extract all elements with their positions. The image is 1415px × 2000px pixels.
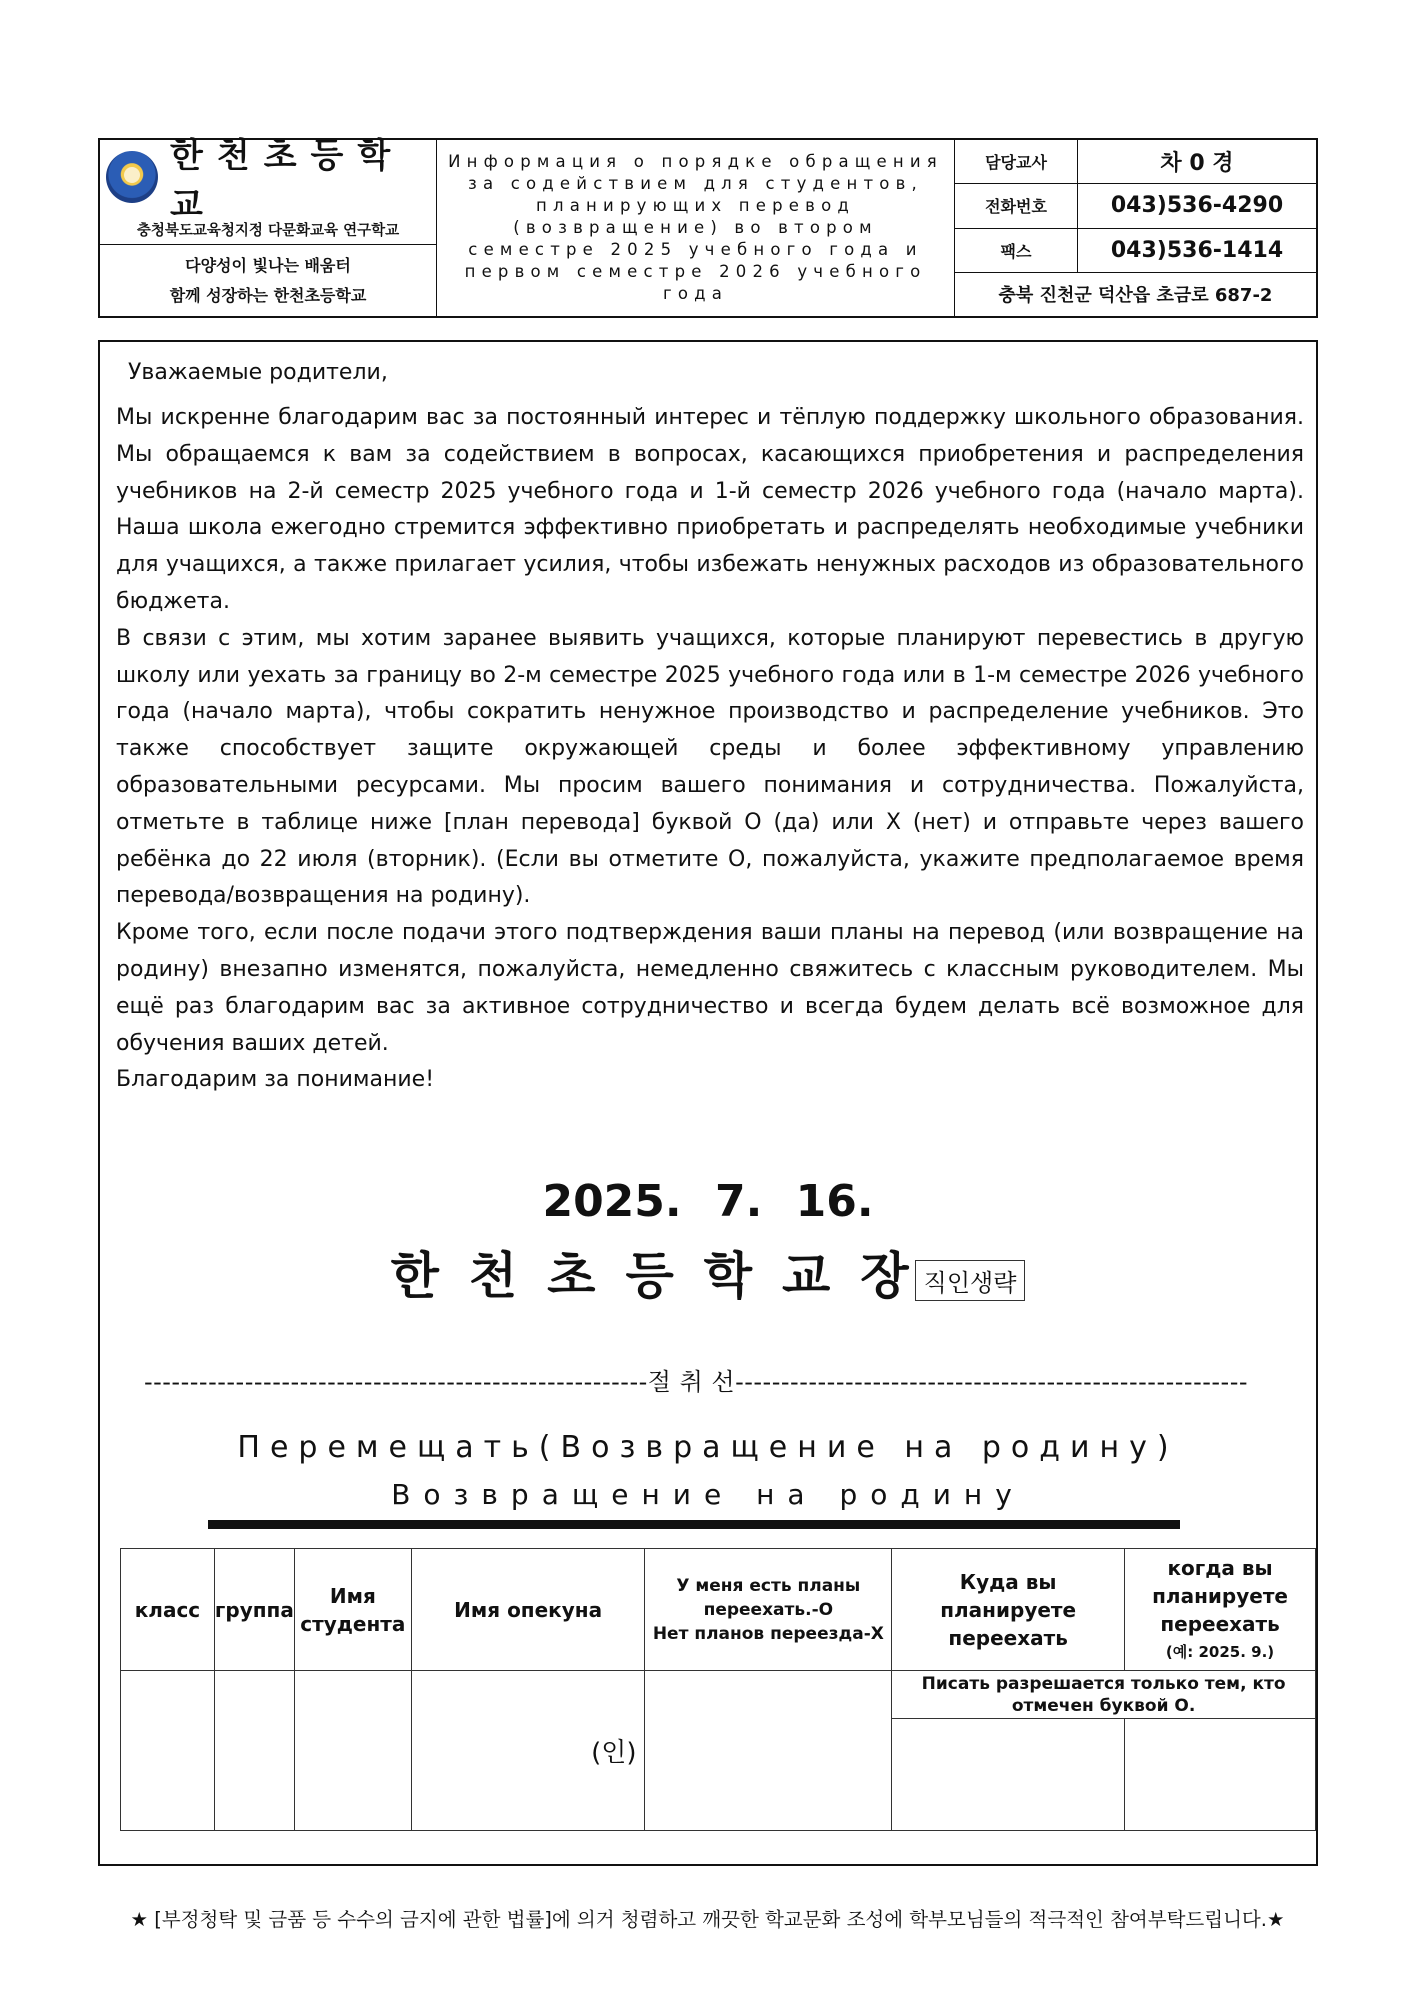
letter-box <box>98 340 1318 1866</box>
divider-bar <box>208 1520 1180 1529</box>
cell-plan[interactable] <box>645 1671 892 1831</box>
col-guardian-name: Имя опекуна <box>411 1549 645 1671</box>
col-student-name: Имя студента <box>294 1549 411 1671</box>
cell-student-name[interactable] <box>294 1671 411 1831</box>
col-when-example: (예: 2025. 9.) <box>1165 1642 1275 1661</box>
seal-omitted-note: 직인생략 <box>915 1260 1026 1301</box>
paragraph-3: Кроме того, если после подачи этого подтверждения ваши планы на перевод (или возвращение на родину) внезапно изменятся, пожалуйста, немедленно свяжитесь с классным руководителем. Мы ещё раз благодарим вас за активное сотрудничество и всегда будем делать всё возможное для обучения ваших детей. <box>116 920 1304 1056</box>
col-class: класс <box>121 1549 215 1671</box>
cut-line: -------------------------------------------------------절 취 선-------------------------------------------------------- <box>143 1368 1249 1396</box>
paragraph-1: Мы искренне благодарим вас за постоянный интерес и тёплую поддержку школьного образования. Мы обращаемся к вам за содействием в вопросах, касающихся приобретения и распределения учебников на 2-й семестр 2025 учебного года и 1-й семестр 2026 учебного года (начало марта). Наша школа ежегодно стремится эффективно приобретать и распределять необходимые учебники для учащихся, а также прилагает усилия, чтобы избежать ненужных расходов из образовательного бюджета. <box>116 405 1304 614</box>
school-title-row <box>100 136 436 225</box>
form-title: Перемещать(Возвращение на родину) <box>237 1430 1179 1465</box>
school-logo-icon <box>106 151 158 203</box>
letterhead-table <box>98 138 1318 318</box>
col-group: группа <box>214 1549 294 1671</box>
col-when-label: когда вы планируете переехать <box>1152 1555 1288 1636</box>
letter-date: 2025. 7. 16. <box>542 1176 874 1227</box>
phone-row <box>955 184 1316 228</box>
paragraph-2: В связи с этим, мы хотим заранее выявить учащихся, которые планируют перевестись в другую школу или уехать за границу во 2-м семестре 2025 учебного года или в 1-м семестре 2026 учебного года (начало марта), чтобы сократить ненужное производство и распределение учебников. Это также способствует защите окружающей среды и более эффективному управлению образовательными ресурсами. Мы просим вашего понимания и сотрудничества. Пожалуйста, отметьте в таблице ниже [план перевода] буквой О (да) или Х (нет) и отправьте через вашего ребёнка до 22 июля (вторник). (Если вы отметите О, пожалуйста, укажите предполагаемое время перевода/возвращения на родину). <box>116 625 1304 909</box>
school-block <box>100 136 437 316</box>
address-row <box>955 273 1316 316</box>
response-form-table <box>120 1548 1316 1831</box>
cell-destination[interactable] <box>892 1719 1125 1831</box>
contact-block <box>955 140 1316 316</box>
document-title: Информация о порядке обращения за содействием для студентов, планирующих перевод (возвращение) во втором семестре 2025 учебного года и первом семестре 2026 учебного года <box>437 140 955 316</box>
fill-note: Писать разрешается только тем, кто отмечен буквой О. <box>892 1671 1316 1719</box>
table-note-row <box>121 1671 1316 1719</box>
principal-title: 한천초등학교장 <box>390 1247 939 1305</box>
cell-guardian-signature[interactable] <box>411 1671 645 1831</box>
school-name: 한천초등학교 <box>170 136 405 225</box>
phone-label: 전화번호 <box>955 184 1078 227</box>
school-designation: 충청북도교육청지정 다문화교육 연구학교 <box>100 214 436 245</box>
teacher-row <box>955 140 1316 184</box>
fax-row <box>955 229 1316 273</box>
fax-label: 팩스 <box>955 229 1078 272</box>
teacher-value: 차 0 경 <box>1160 151 1234 177</box>
phone-value: 043)536-4290 <box>1110 193 1284 219</box>
col-when <box>1125 1549 1316 1671</box>
motto-line-1: 다양성이 빛나는 배움터 <box>185 255 351 275</box>
greeting: Уважаемые родители, <box>128 360 388 385</box>
col-plan-line-1: У меня есть планы переехать.-О <box>676 1575 861 1620</box>
signature-block <box>100 1236 1316 1308</box>
cell-when[interactable] <box>1125 1719 1316 1831</box>
motto-line-2: 함께 성장하는 한천초등학교 <box>169 285 367 305</box>
letter-body <box>116 400 1304 1099</box>
table-header-row <box>121 1549 1316 1671</box>
stamp-mark: (인) <box>591 1738 637 1768</box>
col-plan-line-2: Нет планов переезда-Х <box>652 1623 884 1644</box>
form-subtitle: Возвращение на родину <box>391 1478 1025 1511</box>
cell-group[interactable] <box>214 1671 294 1831</box>
cell-class[interactable] <box>121 1671 215 1831</box>
teacher-label: 담당교사 <box>955 140 1078 183</box>
school-motto <box>100 245 436 316</box>
anti-corruption-notice: ★ [부정청탁 및 금품 등 수수의 금지에 관한 법률]에 의거 청렴하고 깨끗한 학교문화 조성에 학부모님들의 적극적인 참여부탁드립니다.★ <box>130 1908 1285 1931</box>
col-plan <box>645 1549 892 1671</box>
col-destination: Куда вы планируете переехать <box>892 1549 1125 1671</box>
school-address: 충북 진천군 덕산읍 초금로 687-2 <box>998 285 1273 307</box>
paragraph-4: Благодарим за понимание! <box>116 1067 435 1093</box>
fax-value: 043)536-1414 <box>1110 237 1284 263</box>
